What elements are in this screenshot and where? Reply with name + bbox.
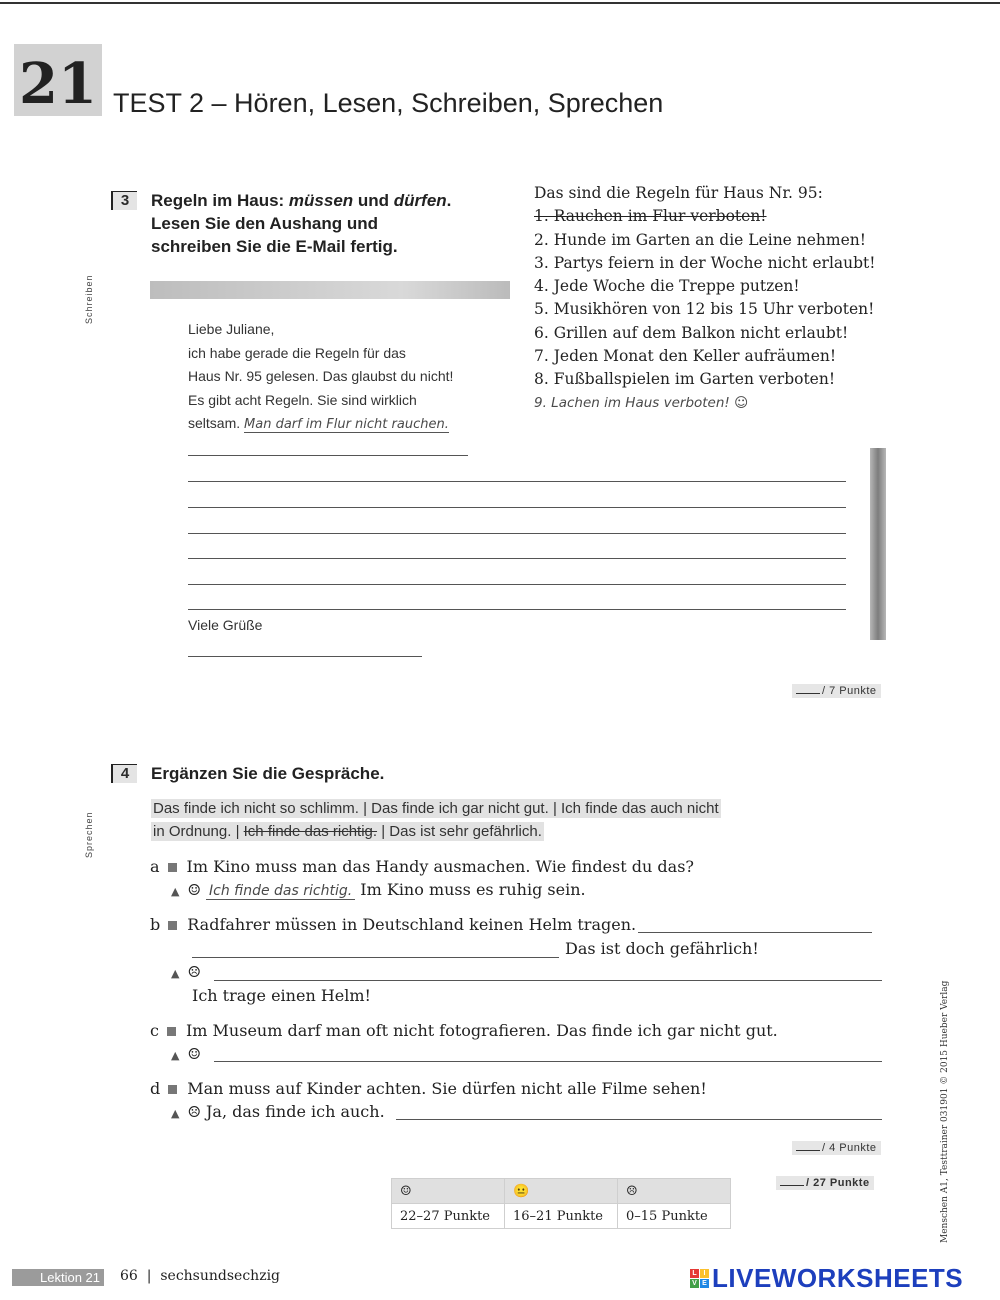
phrase-box: Das finde ich nicht so schlimm. | Das finde ich gar nicht gut. | Ich finde das auch nicht in Ordnung. | Ich finde das richtig. | Das ist sehr gefährlich. bbox=[153, 800, 719, 840]
rule-item: 6. Grillen auf dem Balkon nicht erlaubt! bbox=[534, 323, 849, 342]
dialog-a-question: a Im Kino muss man das Handy ausmachen. Wie findest du das? bbox=[150, 857, 694, 876]
answer-line[interactable] bbox=[638, 932, 872, 933]
rule-item-handwritten: 9. Lachen im Haus verboten! ☺ bbox=[534, 394, 749, 411]
speaker-triangle-icon: ▲ bbox=[171, 1107, 180, 1120]
phrase-option: Das ist sehr gefährlich. bbox=[389, 823, 542, 840]
dialog-b-question-end: Das ist doch gefährlich! bbox=[565, 939, 759, 958]
smiley-sad-icon: ☹ bbox=[618, 1179, 731, 1204]
smiley-happy-icon: ☺ bbox=[187, 881, 201, 899]
speaker-triangle-icon: ▲ bbox=[171, 967, 180, 980]
dialog-a-answer: ▲ ☺ Ich finde das richtig. Im Kino muss es ruhig sein. bbox=[171, 880, 586, 899]
phrase-option: Ich finde das auch nicht bbox=[561, 800, 719, 817]
answer-line[interactable] bbox=[214, 1061, 882, 1062]
dialog-c-question: c Im Museum darf man oft nicht fotografieren. Das finde ich gar nicht gut. bbox=[150, 1021, 778, 1040]
logo-text: LIVEWORKSHEETS bbox=[712, 1263, 964, 1293]
chapter-number: 21 bbox=[14, 44, 102, 116]
smiley-happy-icon: ☺ bbox=[187, 1045, 201, 1063]
points-blank[interactable] bbox=[796, 1150, 820, 1151]
footer-page-number: 66 | sechsundsechzig bbox=[120, 1268, 281, 1284]
rule-item: 2. Hunde im Garten an die Leine nehmen! bbox=[534, 230, 867, 249]
answer-line[interactable] bbox=[188, 481, 846, 482]
exercise-3-heading: Regeln im Haus: müssen und dürfen. Lesen Sie den Aushang und schreiben Sie die E-Mail fertig. bbox=[151, 191, 452, 256]
phrase-option: Das finde ich gar nicht gut. bbox=[371, 800, 549, 817]
answer-line[interactable] bbox=[396, 1119, 882, 1120]
speaker-square-icon bbox=[167, 1027, 176, 1036]
answer-line[interactable] bbox=[188, 455, 468, 456]
dialog-d-answer: ▲ ☹ Ja, das finde ich auch. bbox=[171, 1102, 385, 1121]
letter-line: seltsam. Man darf im Flur nicht rauchen. bbox=[188, 415, 449, 432]
answer-line[interactable] bbox=[188, 558, 846, 559]
speaker-square-icon bbox=[168, 921, 177, 930]
rule-item: 7. Jeden Monat den Keller aufräumen! bbox=[534, 347, 837, 366]
score-range: 16–21 Punkte bbox=[505, 1204, 618, 1229]
dialog-b-question: b Radfahrer müssen in Deutschland keinen Helm tragen. bbox=[150, 915, 637, 934]
rule-item: 1. Rauchen im Flur verboten! bbox=[534, 207, 767, 226]
rule-item: 5. Musikhören von 12 bis 15 Uhr verboten! bbox=[534, 300, 875, 319]
speaker-triangle-icon: ▲ bbox=[171, 1049, 180, 1062]
answer-line[interactable] bbox=[188, 507, 846, 508]
points-blank[interactable] bbox=[780, 1185, 804, 1186]
answer-line[interactable] bbox=[188, 533, 846, 534]
footer-lektion: Lektion 21 bbox=[12, 1269, 104, 1286]
speaker-square-icon bbox=[168, 863, 177, 872]
letter-line: Haus Nr. 95 gelesen. Das glaubst du nicht! bbox=[188, 368, 454, 384]
phrase-option: Das finde ich nicht so schlimm. bbox=[153, 800, 359, 817]
points-blank[interactable] bbox=[796, 693, 820, 694]
speaker-triangle-icon: ▲ bbox=[171, 885, 180, 898]
score-table bbox=[391, 1178, 731, 1229]
points-exercise-3: / 7 Punkte bbox=[792, 684, 881, 698]
speaker-square-icon bbox=[168, 1085, 177, 1094]
email-letter bbox=[188, 318, 453, 437]
dialog-b-answer bbox=[171, 962, 201, 981]
dialog-c-answer bbox=[171, 1044, 201, 1063]
rule-item: 8. Fußballspielen im Garten verboten! bbox=[534, 370, 836, 389]
side-label-sprechen: Sprechen bbox=[84, 811, 94, 858]
signature-line[interactable] bbox=[188, 656, 422, 657]
smiley-sad-icon: ☹ bbox=[187, 963, 201, 981]
points-exercise-4: / 4 Punkte bbox=[792, 1141, 881, 1155]
answer-line[interactable] bbox=[188, 584, 846, 585]
logo-grid-icon: L I V E bbox=[690, 1269, 709, 1288]
margin-strip bbox=[870, 448, 886, 640]
answer-line[interactable] bbox=[192, 957, 559, 958]
dialog-b-answer-end: Ich trage einen Helm! bbox=[192, 986, 371, 1005]
score-range: 0–15 Punkte bbox=[618, 1204, 731, 1229]
section-divider-bar bbox=[150, 281, 510, 299]
top-rule bbox=[0, 2, 1000, 4]
score-range: 22–27 Punkte bbox=[392, 1204, 505, 1229]
exercise-4-heading: Ergänzen Sie die Gespräche. bbox=[151, 764, 385, 783]
rule-item: 3. Partys feiern in der Woche nicht erlaubt! bbox=[534, 253, 876, 272]
exercise-4-number: 4 bbox=[111, 764, 137, 783]
rule-item: 4. Jede Woche die Treppe putzen! bbox=[534, 277, 800, 296]
copyright-note: Menschen A1, Testtrainer 031901 © 2015 Hueber Verlag bbox=[940, 980, 950, 1243]
page-title: TEST 2 – Hören, Lesen, Schreiben, Sprechen bbox=[113, 88, 664, 118]
letter-closing: Viele Grüße bbox=[188, 617, 263, 633]
example-answer: Ich finde das richtig. bbox=[206, 883, 355, 900]
phrase-option-used: Ich finde das richtig. bbox=[243, 823, 378, 840]
answer-line[interactable] bbox=[214, 980, 882, 981]
example-answer: Man darf im Flur nicht rauchen. bbox=[244, 417, 449, 432]
smiley-sad-icon: ☹ bbox=[187, 1103, 201, 1121]
letter-greeting: Liebe Juliane, bbox=[188, 321, 275, 337]
rules-title: Das sind die Regeln für Haus Nr. 95: bbox=[534, 184, 823, 202]
house-rules-notice bbox=[534, 182, 876, 415]
exercise-3-number: 3 bbox=[111, 191, 137, 210]
side-label-schreiben: Schreiben bbox=[84, 274, 94, 324]
answer-line[interactable] bbox=[188, 609, 846, 610]
letter-line: ich habe gerade die Regeln für das bbox=[188, 344, 406, 361]
liveworksheets-logo[interactable] bbox=[690, 1263, 963, 1294]
letter-line: Es gibt acht Regeln. Sie sind wirklich bbox=[188, 391, 417, 408]
points-total: / 27 Punkte bbox=[776, 1176, 874, 1190]
smiley-neutral-icon: 😐 bbox=[505, 1179, 618, 1204]
dialog-d-question: d Man muss auf Kinder achten. Sie dürfen nicht alle Filme sehen! bbox=[150, 1079, 707, 1098]
smiley-happy-icon: ☺ bbox=[392, 1179, 505, 1204]
